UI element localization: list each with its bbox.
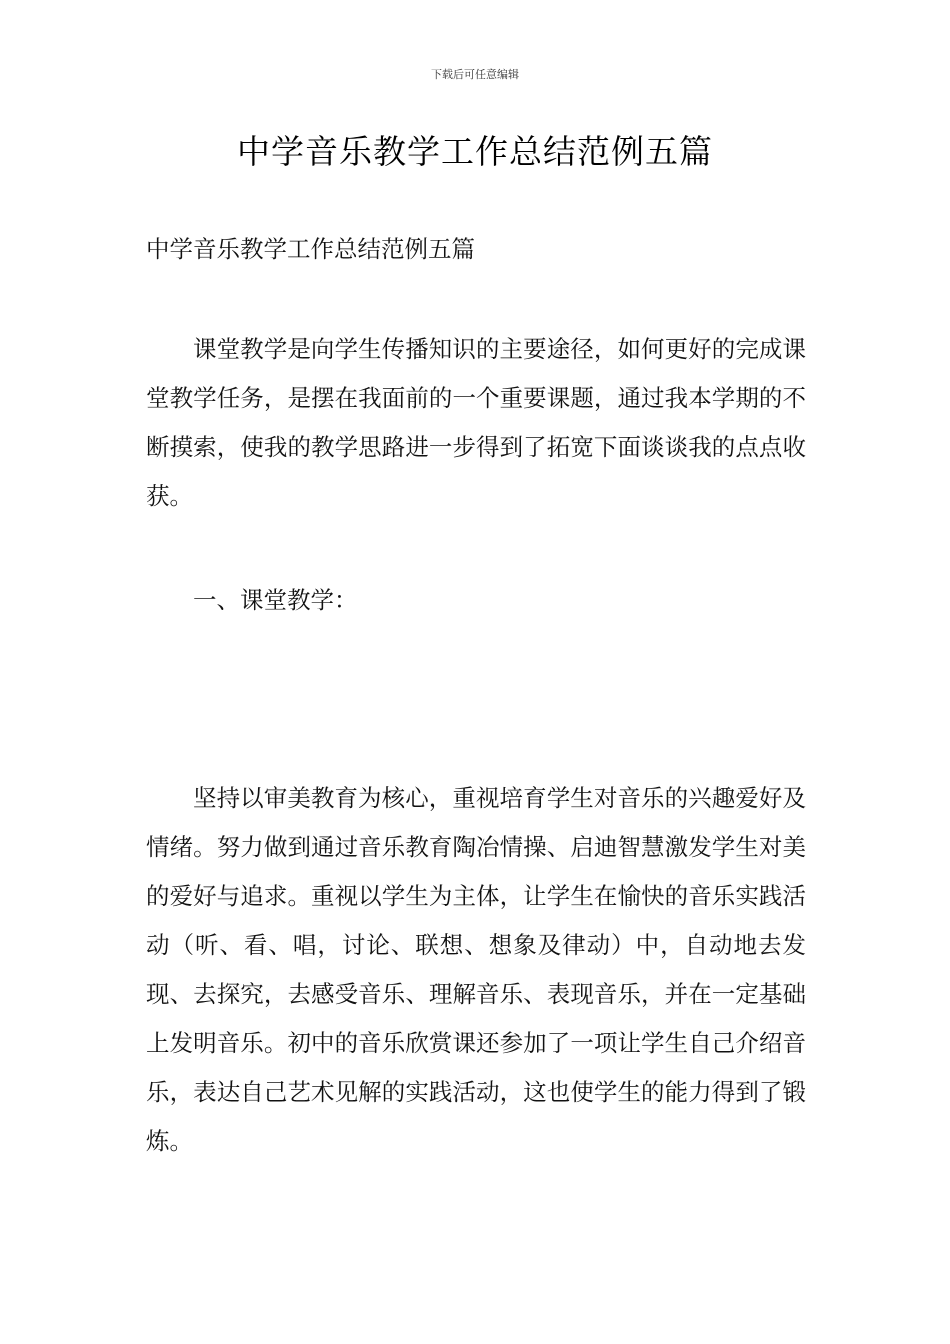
paragraph-intro: 课堂教学是向学生传播知识的主要途径，如何更好的完成课堂教学任务，是摆在我面前的一个重要课题，通过我本学期的不断摸索，使我的教学思路进一步得到了拓宽下面谈谈我的点点收获。 <box>146 335 806 510</box>
section-heading-classroom-teaching: 一、课堂教学： <box>193 586 358 614</box>
document-title: 中学音乐教学工作总结范例五篇 <box>237 132 713 171</box>
paragraph-aesthetic-education: 坚持以审美教育为核心，重视培育学生对音乐的兴趣爱好及情绪。努力做到通过音乐教育陶冶情操、启迪智慧激发学生对美的爱好与追求。重视以学生为主体，让学生在愉快的音乐实践活动（听、看、唱，讨论、联想、想象及律动）中，自动地去发现、去探究，去感受音乐、理解音乐、表现音乐，并在一定基础上发明音乐。初中的音乐欣赏课还参加了一项让学生自己介绍音乐，表达自己艺术见解的实践活动，这也使学生的能力得到了锻炼。 <box>146 784 806 1155</box>
document-subtitle: 中学音乐教学工作总结范例五篇 <box>146 235 475 263</box>
header-note: 下载后可任意编辑 <box>431 68 519 81</box>
